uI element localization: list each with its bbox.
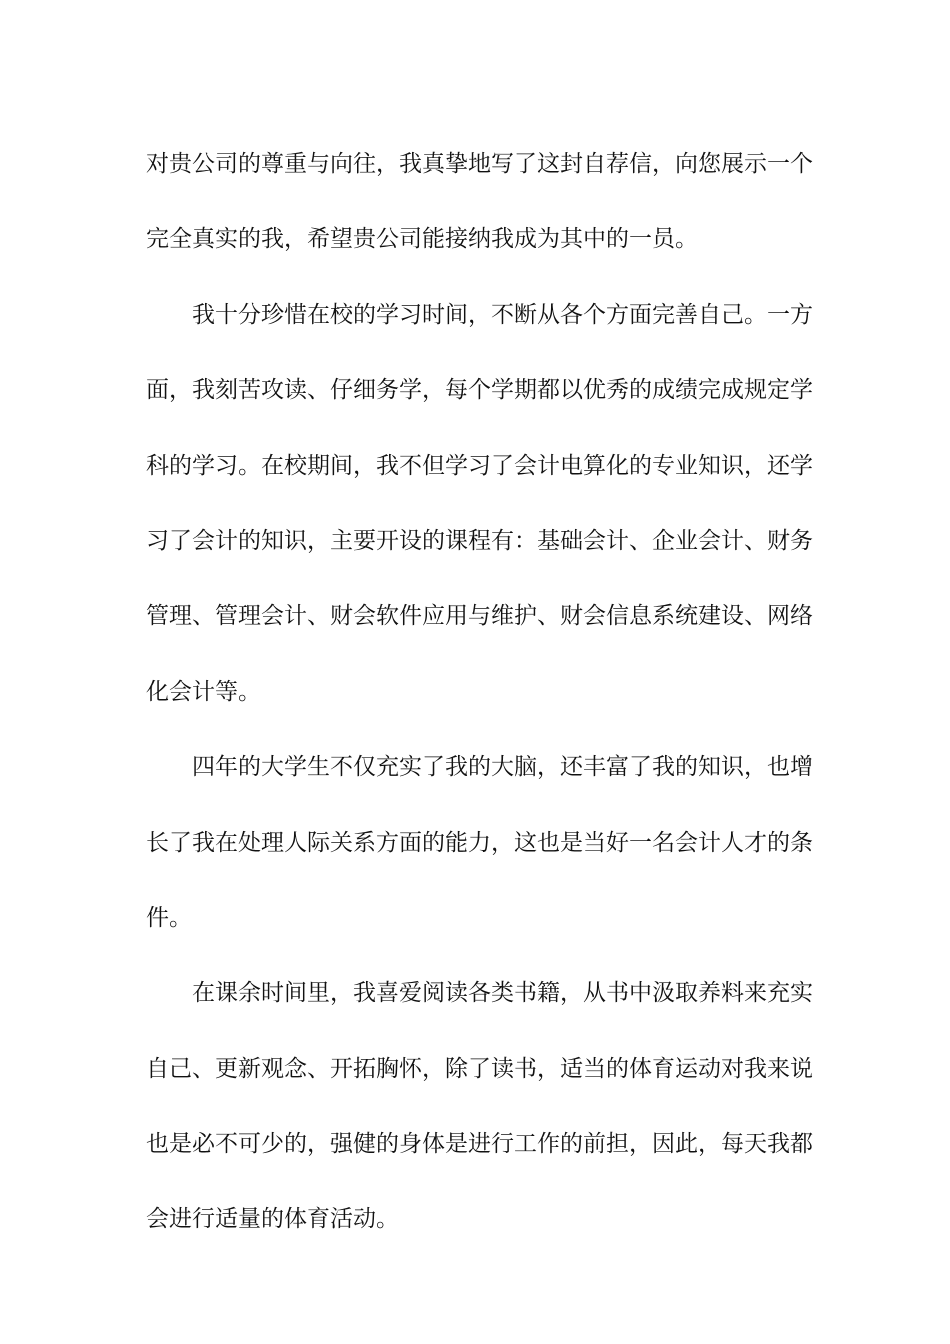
text-line: 完全真实的我，希望贵公司能接纳我成为其中的一员。 (146, 226, 698, 253)
text-line: 长了我在处理人际关系方面的能力，这也是当好一名会计人才的条 (146, 829, 813, 856)
text-line: 会进行适量的体育活动。 (146, 1206, 399, 1233)
text-line: 对贵公司的尊重与向往，我真挚地写了这封自荐信，向您展示一个 (146, 151, 813, 177)
text-line: 面，我刻苦攻读、仔细务学，每个学期都以优秀的成绩完成规定学 (146, 377, 813, 404)
text-line: 科的学习。在校期间，我不但学习了会计电算化的专业知识，还学 (146, 452, 813, 479)
text-line: 我十分珍惜在校的学习时间，不断从各个方面完善自己。一方 (192, 301, 813, 328)
text-line: 习了会计的知识，主要开设的课程有：基础会计、企业会计、财务 (146, 527, 813, 554)
text-line: 在课余时间里，我喜爱阅读各类书籍，从书中汲取养料来充实 (192, 980, 813, 1007)
text-line: 自己、更新观念、开拓胸怀，除了读书，适当的体育运动对我来说 (146, 1055, 813, 1082)
letter-body (146, 127, 813, 1258)
text-line: 管理、管理会计、财会软件应用与维护、财会信息系统建设、网络 (146, 603, 813, 630)
text-line: 件。 (146, 904, 192, 931)
text-line: 也是必不可少的，强健的身体是进行工作的前担，因此，每天我都 (146, 1131, 813, 1158)
text-line: 化会计等。 (146, 678, 261, 705)
text-line: 四年的大学生不仅充实了我的大脑，还丰富了我的知识，也增 (192, 754, 813, 781)
